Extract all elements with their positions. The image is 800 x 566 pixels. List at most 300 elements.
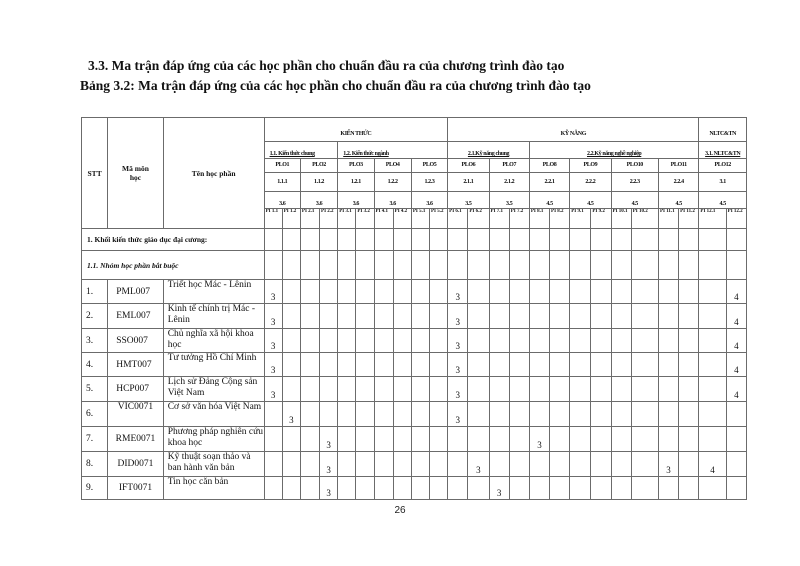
matrix-cell [468,329,489,353]
matrix-cell [679,304,699,329]
matrix-cell [468,427,489,452]
matrix-value: 4 [734,365,739,375]
matrix-cell [282,329,300,353]
matrix-cell [550,353,570,377]
matrix-value: 3 [289,415,294,425]
matrix-cell [489,329,509,353]
matrix-cell [699,427,726,452]
row-stt: 4. [82,353,108,377]
plo-header: PLO3 [338,159,374,173]
matrix-cell [726,280,746,304]
matrix-cell [448,377,468,402]
plo-code: 1.1.2 [300,173,337,192]
matrix-cell [679,353,699,377]
matrix-cell [570,229,591,251]
matrix-cell [509,452,529,477]
matrix-cell [570,353,591,377]
course-code-header: Mã môn học [108,118,163,229]
table-row [82,452,747,477]
matrix-cell [550,251,570,280]
matrix-cell [699,477,726,500]
subgroup-header: 3.1. NLTC&TN [699,142,747,159]
matrix-cell [529,377,549,402]
matrix-cell [591,377,611,402]
matrix-value: 4 [734,390,739,400]
matrix-cell [570,452,591,477]
matrix-cell [726,477,746,500]
matrix-cell [411,477,429,500]
matrix-cell [489,377,509,402]
row-course-code: EML007 [108,304,163,329]
matrix-value: 4 [734,317,739,327]
plo-header: PLO9 [570,159,611,173]
row-stt: 8. [82,452,108,477]
table-row [82,427,747,452]
matrix-cell [300,452,319,477]
matrix-cell [264,251,282,280]
matrix-cell [611,251,631,280]
pi-header: PI 12.2 [726,209,746,229]
matrix-cell [509,402,529,427]
row-course-name: Phương pháp nghiên cứu khoa học [163,427,264,452]
matrix-cell [338,377,356,402]
matrix-cell [338,452,356,477]
matrix-cell [393,353,411,377]
matrix-cell [300,427,319,452]
matrix-cell [658,377,678,402]
matrix-cell [591,229,611,251]
matrix-cell [658,452,678,477]
matrix-cell [550,452,570,477]
matrix-value: 3 [270,317,276,327]
matrix-cell [509,280,529,304]
matrix-cell [699,402,726,427]
matrix-cell [726,402,746,427]
matrix-cell [411,304,429,329]
row-course-name: Cơ sở văn hóa Việt Nam [163,402,264,427]
matrix-cell [448,329,468,353]
matrix-value: 3 [476,465,481,475]
plo-header: PLO8 [529,159,569,173]
matrix-cell [509,427,529,452]
matrix-cell [411,427,429,452]
matrix-cell [529,229,549,251]
matrix-value: 3 [455,341,460,351]
matrix-cell [264,229,282,251]
matrix-cell [374,251,393,280]
matrix-cell [282,304,300,329]
matrix-cell [591,329,611,353]
matrix-value: 3 [537,440,542,450]
plo-level: 3.6 [264,192,300,209]
matrix-cell [338,304,356,329]
matrix-cell [489,280,509,304]
matrix-cell [529,402,549,427]
section-heading: 3.3. Ma trận đáp ứng của các học phần cho chuẩn đầu ra của chương trình đào tạo [88,58,565,73]
matrix-cell [320,329,338,353]
table-row [82,329,747,353]
matrix-cell [529,477,549,500]
matrix-cell [550,377,570,402]
matrix-cell [726,452,746,477]
row-course-name: Tin học căn bản [163,477,264,500]
matrix-cell [264,427,282,452]
matrix-cell [411,377,429,402]
matrix-cell [429,402,447,427]
row-course-code: HMT007 [108,353,163,377]
plo-level: 4.5 [611,192,658,209]
matrix-cell [338,280,356,304]
matrix-cell [658,280,678,304]
matrix-value: 3 [270,292,276,302]
pi-header: PI 5.2 [429,209,447,229]
matrix-cell [611,304,631,329]
matrix-cell [320,353,338,377]
matrix-cell [282,353,300,377]
matrix-cell [591,304,611,329]
plo-code: 3.1 [699,173,747,192]
row-stt: 5. [82,377,108,402]
matrix-cell [679,229,699,251]
pi-header: PI 10.2 [631,209,658,229]
matrix-cell [338,251,356,280]
matrix-cell [631,402,658,427]
matrix-cell [658,329,678,353]
table-row [82,477,747,500]
plo-level: 3.5 [489,192,529,209]
matrix-value: 3 [455,317,460,327]
matrix-cell [356,229,374,251]
matrix-cell [509,377,529,402]
plo-header: PLO10 [611,159,658,173]
pi-header: PI 10.1 [611,209,631,229]
matrix-cell [448,477,468,500]
pi-header: PI 11.1 [658,209,678,229]
plo-code: 1.2.2 [374,173,411,192]
matrix-cell [264,402,282,427]
matrix-cell [356,452,374,477]
pi-header: PI 3.1 [338,209,356,229]
row-stt: 6. [82,402,108,427]
matrix-cell [631,329,658,353]
matrix-cell [570,329,591,353]
matrix-cell [489,427,509,452]
matrix-cell [679,427,699,452]
matrix-cell [529,353,549,377]
matrix-cell [320,477,338,500]
matrix-cell [393,329,411,353]
matrix-cell [300,329,319,353]
matrix-cell [356,427,374,452]
subgroup-header: 2.2.Kỹ năng nghề nghiệp [529,142,699,159]
matrix-cell [264,353,282,377]
pi-header: PI 1.2 [282,209,300,229]
plo-level: 3.5 [448,192,489,209]
matrix-cell [338,353,356,377]
pi-header: PI 9.1 [570,209,591,229]
matrix-value: 3 [326,488,331,498]
row-course-name: Lịch sử Đảng Cộng sản Việt Nam [163,377,264,402]
plo-matrix-table [81,117,747,500]
matrix-cell [726,329,746,353]
matrix-cell [550,229,570,251]
matrix-cell [631,229,658,251]
matrix-cell [393,427,411,452]
matrix-cell [356,251,374,280]
matrix-value: 3 [455,415,460,425]
matrix-cell [631,377,658,402]
matrix-cell [320,251,338,280]
matrix-cell [658,251,678,280]
matrix-cell [699,353,726,377]
matrix-cell [429,304,447,329]
matrix-cell [448,427,468,452]
matrix-cell [300,377,319,402]
matrix-cell [726,377,746,402]
matrix-cell [468,402,489,427]
matrix-cell [356,402,374,427]
matrix-cell [429,329,447,353]
matrix-cell [374,402,393,427]
matrix-cell [264,329,282,353]
matrix-value: 3 [326,465,331,475]
matrix-cell [529,452,549,477]
matrix-cell [679,251,699,280]
table-row [82,402,747,427]
pi-header: PI 2.1 [300,209,319,229]
matrix-value: 4 [710,465,715,475]
matrix-cell [658,402,678,427]
matrix-cell [282,452,300,477]
row-course-code: HCP007 [108,377,163,402]
matrix-cell [658,477,678,500]
matrix-cell [611,329,631,353]
plo-level: 3.6 [338,192,374,209]
matrix-cell [411,251,429,280]
matrix-cell [338,402,356,427]
matrix-cell [468,304,489,329]
matrix-cell [338,477,356,500]
plo-header: PLO6 [448,159,489,173]
plo-level: 4.5 [658,192,698,209]
matrix-cell [611,402,631,427]
matrix-cell [550,477,570,500]
matrix-cell [300,402,319,427]
matrix-cell [699,329,726,353]
matrix-cell [529,427,549,452]
matrix-cell [489,229,509,251]
matrix-cell [300,304,319,329]
matrix-cell [282,477,300,500]
matrix-cell [411,280,429,304]
pi-header: PI 5.1 [411,209,429,229]
pi-header: PI 12.1 [699,209,726,229]
matrix-cell [282,251,300,280]
matrix-cell [411,229,429,251]
matrix-cell [393,452,411,477]
row-stt: 9. [82,477,108,500]
subsection-label: 1.1. Nhóm học phần bắt buộc [82,251,265,280]
matrix-cell [631,427,658,452]
plo-code: 2.1.1 [448,173,489,192]
matrix-cell [468,377,489,402]
matrix-cell [591,280,611,304]
row-course-name: Chủ nghĩa xã hội khoa học [163,329,264,353]
matrix-cell [320,402,338,427]
matrix-cell [356,329,374,353]
matrix-value: 3 [455,292,460,302]
row-course-name: Triết học Mác - Lênin [163,280,264,304]
matrix-cell [374,477,393,500]
matrix-cell [411,452,429,477]
matrix-cell [282,427,300,452]
matrix-value: 3 [326,440,331,450]
matrix-cell [679,377,699,402]
matrix-cell [509,353,529,377]
matrix-cell [393,280,411,304]
pi-header: PI 6.2 [468,209,489,229]
plo-code: 2.2.1 [529,173,569,192]
table-row [82,304,747,329]
matrix-cell [300,251,319,280]
subgroup-header: 2.1.Kỹ năng chung [448,142,530,159]
matrix-cell [699,377,726,402]
table-row [82,353,747,377]
group-header: KỸ NĂNG [448,118,699,142]
matrix-cell [679,477,699,500]
matrix-cell [509,329,529,353]
matrix-cell [411,402,429,427]
matrix-cell [374,353,393,377]
plo-level: 3.6 [411,192,447,209]
matrix-cell [611,280,631,304]
row-course-code: SSO007 [108,329,163,353]
matrix-cell [509,251,529,280]
plo-level: 3.6 [300,192,337,209]
matrix-cell [429,477,447,500]
matrix-cell [468,229,489,251]
plo-header: PLO12 [699,159,747,173]
pi-header: PI 8.2 [550,209,570,229]
plo-code: 1.2.1 [338,173,374,192]
matrix-cell [264,452,282,477]
group-header: NLTC&TN [699,118,747,142]
row-stt: 2. [82,304,108,329]
matrix-cell [411,353,429,377]
pi-header: PI 8.1 [529,209,549,229]
matrix-cell [529,304,549,329]
row-course-code: VIC0071 [108,402,163,427]
plo-header: PLO7 [489,159,529,173]
matrix-cell [448,229,468,251]
plo-header: PLO11 [658,159,698,173]
matrix-cell [631,251,658,280]
plo-header: PLO5 [411,159,447,173]
matrix-cell [448,304,468,329]
matrix-cell [448,280,468,304]
matrix-cell [631,304,658,329]
matrix-cell [356,304,374,329]
matrix-cell [570,280,591,304]
matrix-cell [658,353,678,377]
matrix-value: 3 [496,488,502,498]
matrix-cell [550,427,570,452]
row-course-name: Kinh tế chính trị Mác - Lênin [163,304,264,329]
plo-level: 4.5 [699,192,747,209]
matrix-cell [300,477,319,500]
row-course-code: IFT0071 [108,477,163,500]
pi-header: PI 6.1 [448,209,468,229]
row-stt: 1. [82,280,108,304]
matrix-cell [356,477,374,500]
page-number: 26 [394,505,406,516]
matrix-cell [429,280,447,304]
matrix-value: 3 [455,365,460,375]
matrix-cell [591,452,611,477]
matrix-cell [264,377,282,402]
matrix-cell [591,477,611,500]
plo-level: 4.5 [570,192,611,209]
matrix-cell [489,402,509,427]
plo-code: 2.2.2 [570,173,611,192]
plo-header: PLO1 [264,159,300,173]
matrix-cell [320,229,338,251]
plo-level: 3.6 [374,192,411,209]
matrix-cell [393,377,411,402]
matrix-cell [489,477,509,500]
matrix-cell [468,353,489,377]
matrix-cell [726,229,746,251]
matrix-cell [550,402,570,427]
pi-header: PI 3.2 [356,209,374,229]
matrix-value: 4 [734,292,739,302]
subsection-row [82,251,747,280]
row-course-code: PML007 [108,280,163,304]
matrix-cell [393,304,411,329]
matrix-cell [611,229,631,251]
pi-header: PI 4.1 [374,209,393,229]
plo-code: 1.2.3 [411,173,447,192]
stt-header: STT [82,118,108,229]
matrix-cell [282,402,300,427]
matrix-cell [411,329,429,353]
row-course-name: Tư tưởng Hồ Chí Minh [163,353,264,377]
matrix-cell [489,452,509,477]
matrix-cell [300,280,319,304]
matrix-cell [356,280,374,304]
matrix-cell [448,402,468,427]
matrix-cell [699,304,726,329]
matrix-value: 3 [270,365,276,375]
matrix-cell [699,251,726,280]
matrix-cell [264,280,282,304]
header-row-groups [82,118,747,142]
matrix-cell [570,377,591,402]
matrix-cell [570,304,591,329]
matrix-cell [468,251,489,280]
matrix-cell [679,402,699,427]
matrix-cell [570,477,591,500]
matrix-cell [591,251,611,280]
matrix-cell [429,452,447,477]
matrix-cell [699,280,726,304]
matrix-value: 3 [270,390,276,400]
pi-header: PI 7.2 [509,209,529,229]
matrix-cell [570,251,591,280]
matrix-value: 3 [666,465,671,475]
matrix-cell [570,402,591,427]
matrix-cell [591,427,611,452]
